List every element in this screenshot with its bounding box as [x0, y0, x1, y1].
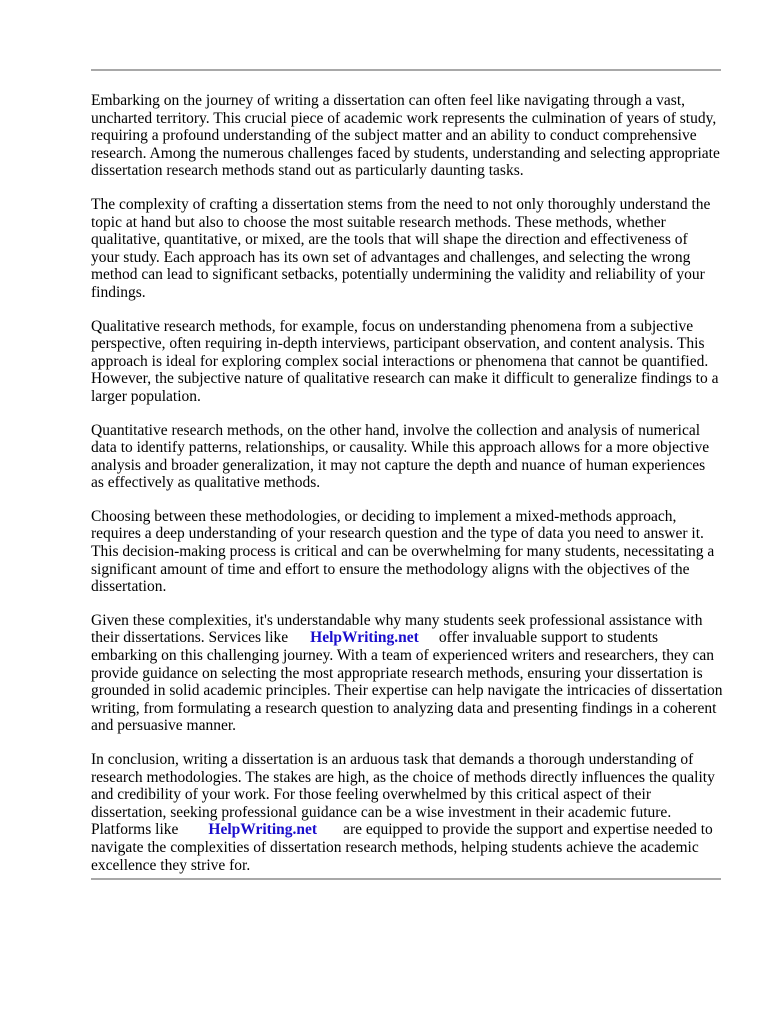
- paragraph-choosing: [91, 508, 731, 596]
- text-segment: offer invaluable support to students: [438, 629, 659, 647]
- text-line: uncharted territory. This crucial piece of academic work represents the culmination of years of study,: [91, 109, 717, 127]
- text-line: method can lead to significant setbacks, potentially undermining the validity and reliability of your: [91, 266, 705, 284]
- text-line: In conclusion, writing a dissertation is an arduous task that demands a thorough understanding of: [91, 751, 694, 768]
- text-line: navigate the complexities of dissertation research methods, helping students achieve the academic: [91, 838, 699, 856]
- text-line: your study. Each approach has its own set of advantages and challenges, and selecting the wrong: [91, 248, 691, 266]
- paragraph-complexity: [91, 196, 731, 302]
- text-line: However, the subjective nature of qualitative research can make it difficult to generalize findings to a: [91, 370, 719, 388]
- text-line: grounded in solid academic principles. Their expertise can help navigate the intricacies of dissertation: [91, 682, 723, 700]
- text-line: data to identify patterns, relationships, or causality. While this approach allows for a more objective: [91, 439, 710, 457]
- text-line: Qualitative research methods, for example, focus on understanding phenomena from a subjective: [91, 317, 694, 335]
- text-line: and persuasive manner.: [91, 717, 237, 735]
- text-line: writing, from formulating a research question to analyzing data and presenting findings in a coherent: [91, 699, 717, 717]
- top-divider: [91, 69, 721, 71]
- text-line: embarking on this challenging journey. With a team of experienced writers and researchers, they can: [91, 647, 715, 665]
- paragraph-intro: [91, 92, 731, 180]
- text-line: The complexity of crafting a dissertation stems from the need to not only thoroughly understand the: [91, 195, 711, 213]
- text-line-with-link: [91, 629, 731, 647]
- paragraph-qualitative: [91, 318, 731, 406]
- text-segment: are equipped to provide the support and expertise needed to: [343, 821, 713, 839]
- text-line: excellence they strive for.: [91, 856, 251, 874]
- text-line: dissertation, seeking professional guidance can be a wise investment in their academic future.: [91, 803, 672, 821]
- text-line: This decision-making process is critical and can be overwhelming for many students, necessitating a: [91, 543, 715, 561]
- paragraph-quantitative: [91, 422, 731, 492]
- text-line: dissertation.: [91, 578, 167, 596]
- text-line: as effectively as qualitative methods.: [91, 474, 321, 492]
- text-line: Given these complexities, it's understandable why many students seek professional assistance with: [91, 611, 703, 629]
- text-line: topic at hand but also to choose the most suitable research methods. These methods, whether: [91, 213, 666, 231]
- text-line: research. Among the numerous challenges faced by students, understanding and selecting appropriate: [91, 144, 720, 162]
- helpwriting-link[interactable]: HelpWriting.net: [208, 821, 318, 839]
- text-line: research methodologies. The stakes are high, as the choice of methods directly influences the quality: [91, 768, 715, 786]
- text-line: Choosing between these methodologies, or deciding to implement a mixed-methods approach,: [91, 507, 677, 525]
- text-segment: Platforms like: [91, 821, 179, 839]
- text-line: analysis and broader generalization, it may not capture the depth and nuance of human experiences: [91, 456, 706, 474]
- document-body: [91, 92, 731, 890]
- text-line: larger population.: [91, 387, 201, 405]
- helpwriting-link[interactable]: HelpWriting.net: [310, 629, 419, 647]
- text-line: perspective, often requiring in-depth interviews, participant observation, and content analysis. This: [91, 335, 705, 353]
- text-segment: their dissertations. Services like: [91, 629, 289, 647]
- text-line: approach is ideal for exploring complex social interactions or phenomena that cannot be quantified.: [91, 352, 709, 370]
- text-line: Embarking on the journey of writing a dissertation can often feel like navigating through a vast,: [91, 92, 686, 109]
- text-line: findings.: [91, 283, 146, 301]
- text-line: qualitative, quantitative, or mixed, are the tools that will shape the direction and effectiveness of: [91, 231, 688, 249]
- paragraph-conclusion: [91, 751, 731, 874]
- text-line: Quantitative research methods, on the other hand, involve the collection and analysis of numerical: [91, 421, 701, 439]
- bottom-divider: [91, 878, 721, 880]
- paragraph-services: [91, 612, 731, 735]
- text-line: provide guidance on selecting the most appropriate research methods, ensuring your dissertation is: [91, 664, 703, 682]
- text-line: dissertation research methods stand out as particularly daunting tasks.: [91, 162, 524, 180]
- text-line: requiring a profound understanding of the subject matter and an ability to conduct comprehensive: [91, 127, 697, 145]
- text-line-with-link: [91, 821, 731, 839]
- text-line: significant amount of time and effort to ensure the methodology aligns with the objectives of the: [91, 560, 690, 578]
- text-line: and credibility of your work. For those feeling overwhelmed by this critical aspect of their: [91, 786, 651, 804]
- text-line: requires a deep understanding of your research question and the type of data you need to answer it.: [91, 525, 704, 543]
